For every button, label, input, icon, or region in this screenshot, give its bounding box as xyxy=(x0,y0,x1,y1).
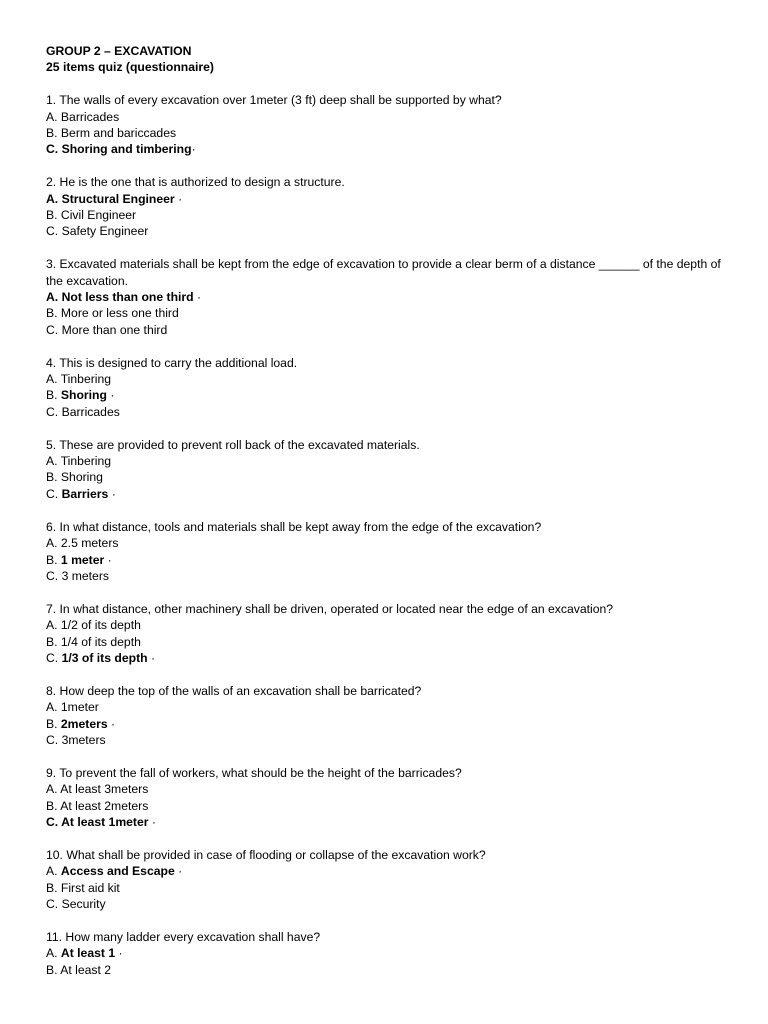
question-text: 9. To prevent the fall of workers, what should be the height of the barricades? xyxy=(46,765,462,780)
option-text: 2.5 meters xyxy=(60,536,119,551)
option-letter: A. xyxy=(46,290,62,305)
option-letter: C. xyxy=(46,486,62,501)
option-letter: B. xyxy=(46,470,61,485)
question-item xyxy=(46,601,726,667)
answer-option-correct xyxy=(46,289,726,305)
option-text: Safety Engineer xyxy=(61,224,149,239)
option-text: 1 meter xyxy=(60,552,105,567)
question-item xyxy=(46,519,726,585)
option-text: At least 3meters xyxy=(60,782,149,797)
option-text: At least 2meters xyxy=(60,798,149,813)
answer-marker: · xyxy=(106,388,115,403)
option-letter: C. xyxy=(46,896,62,911)
option-letter: C. xyxy=(46,732,62,747)
question-text: 11. How many ladder every excavation shall have? xyxy=(46,929,321,944)
option-letter: C. xyxy=(46,568,62,583)
question-item xyxy=(46,847,726,913)
answer-option xyxy=(46,223,726,239)
option-letter: B. xyxy=(46,552,61,567)
option-letter: C. xyxy=(46,404,62,419)
option-letter: B. xyxy=(46,962,61,977)
answer-option xyxy=(46,962,726,978)
answer-marker: · xyxy=(107,716,116,731)
option-text: Tinbering xyxy=(60,372,112,387)
option-text: Structural Engineer xyxy=(61,191,175,206)
option-letter: B. xyxy=(46,634,61,649)
answer-option xyxy=(46,798,726,814)
option-text: First aid kit xyxy=(60,880,120,895)
answer-option xyxy=(46,404,726,420)
answer-option xyxy=(46,125,726,141)
question-item xyxy=(46,683,726,749)
option-letter: C. xyxy=(46,142,62,157)
question-list xyxy=(46,92,726,978)
question-item xyxy=(46,765,726,831)
answer-option-correct xyxy=(46,191,726,207)
option-text: 3meters xyxy=(61,732,106,747)
answer-option xyxy=(46,322,726,338)
document-header xyxy=(46,43,726,76)
answer-marker: · xyxy=(191,142,196,157)
option-letter: B. xyxy=(46,716,61,731)
option-letter: C. xyxy=(46,814,62,829)
option-text: Shoring and timbering xyxy=(61,142,192,157)
question-item xyxy=(46,355,726,421)
option-text: 1meter xyxy=(60,700,99,715)
question-text: 2. He is the one that is authorized to design a structure. xyxy=(46,175,345,190)
answer-marker: · xyxy=(174,191,183,206)
option-text: Security xyxy=(61,896,106,911)
answer-marker: · xyxy=(147,650,156,665)
answer-option xyxy=(46,896,726,912)
question-text: 6. In what distance, tools and materials shall be kept away from the edge of the excavation? xyxy=(46,519,542,534)
question-item xyxy=(46,92,726,158)
option-text: At least 1meter xyxy=(61,814,149,829)
option-letter: B. xyxy=(46,126,61,141)
question-text: 10. What shall be provided in case of flooding or collapse of the excavation work? xyxy=(46,847,486,862)
option-text: 1/2 of its depth xyxy=(60,618,141,633)
option-text: Barriers xyxy=(61,486,109,501)
option-letter: B. xyxy=(46,798,61,813)
option-letter: A. xyxy=(46,864,61,879)
answer-option-correct xyxy=(46,141,726,157)
answer-option-correct xyxy=(46,387,726,403)
document-title: GROUP 2 – EXCAVATION xyxy=(46,44,192,58)
question-text: 4. This is designed to carry the additional load. xyxy=(46,355,298,370)
answer-marker: · xyxy=(193,290,202,305)
answer-option xyxy=(46,568,726,584)
option-letter: B. xyxy=(46,208,61,223)
option-text: 1/3 of its depth xyxy=(61,650,148,665)
option-text: More than one third xyxy=(61,322,168,337)
option-text: Berm and bariccades xyxy=(60,126,177,141)
option-letter: A. xyxy=(46,536,61,551)
answer-option-correct xyxy=(46,863,726,879)
option-letter: C. xyxy=(46,224,62,239)
option-letter: A. xyxy=(46,454,61,469)
option-text: Barricades xyxy=(61,404,120,419)
option-letter: B. xyxy=(46,306,61,321)
document-subtitle: 25 items quiz (questionnaire) xyxy=(46,60,214,75)
question-item xyxy=(46,256,726,338)
answer-option-correct xyxy=(46,814,726,830)
option-letter: A. xyxy=(46,700,61,715)
option-letter: B. xyxy=(46,388,61,403)
answer-option xyxy=(46,781,726,797)
option-letter: A. xyxy=(46,618,61,633)
option-letter: A. xyxy=(46,372,61,387)
question-item xyxy=(46,174,726,240)
option-text: Tinbering xyxy=(60,454,112,469)
answer-option xyxy=(46,634,726,650)
answer-option xyxy=(46,617,726,633)
answer-option xyxy=(46,371,726,387)
question-text: 7. In what distance, other machinery shall be driven, operated or located near the edge of an excavation? xyxy=(46,601,614,616)
option-text: 2meters xyxy=(60,716,108,731)
answer-marker: · xyxy=(104,552,112,567)
answer-option xyxy=(46,880,726,896)
option-text: More or less one third xyxy=(60,306,179,321)
option-letter: C. xyxy=(46,322,62,337)
answer-option xyxy=(46,699,726,715)
option-letter: A. xyxy=(46,782,61,797)
answer-option-correct xyxy=(46,486,726,502)
option-letter: A. xyxy=(46,109,61,124)
answer-option-correct xyxy=(46,552,726,568)
answer-option xyxy=(46,207,726,223)
option-letter: C. xyxy=(46,650,62,665)
answer-option xyxy=(46,732,726,748)
answer-marker: · xyxy=(115,946,123,961)
answer-option xyxy=(46,305,726,321)
question-item xyxy=(46,437,726,503)
question-text: 3. Excavated materials shall be kept from the edge of excavation to provide a clear berm of a distance ______ of the depth of the excavation. xyxy=(46,257,721,288)
option-text: Shoring xyxy=(60,470,103,485)
option-text: Access and Escape xyxy=(60,864,175,879)
option-text: Civil Engineer xyxy=(60,208,137,223)
question-text: 1. The walls of every excavation over 1meter (3 ft) deep shall be supported by what? xyxy=(46,93,502,108)
option-text: Barricades xyxy=(60,109,120,124)
answer-option xyxy=(46,535,726,551)
answer-option-correct xyxy=(46,716,726,732)
option-letter: A. xyxy=(46,946,61,961)
option-text: At least 2 xyxy=(60,962,112,977)
answer-marker: · xyxy=(108,486,116,501)
option-letter: B. xyxy=(46,880,61,895)
answer-option xyxy=(46,469,726,485)
answer-option xyxy=(46,109,726,125)
question-item xyxy=(46,929,726,978)
answer-marker: · xyxy=(174,864,183,879)
option-text: Not less than one third xyxy=(61,290,194,305)
option-text: At least 1 xyxy=(60,946,116,961)
option-text: 1/4 of its depth xyxy=(60,634,141,649)
option-letter: A. xyxy=(46,191,62,206)
option-text: 3 meters xyxy=(61,568,109,583)
document-page xyxy=(46,43,726,994)
answer-option-correct xyxy=(46,650,726,666)
option-text: Shoring xyxy=(60,388,107,403)
answer-option xyxy=(46,453,726,469)
question-text: 8. How deep the top of the walls of an excavation shall be barricated? xyxy=(46,683,422,698)
answer-marker: · xyxy=(148,814,156,829)
answer-option-correct xyxy=(46,945,726,961)
question-text: 5. These are provided to prevent roll back of the excavated materials. xyxy=(46,437,420,452)
